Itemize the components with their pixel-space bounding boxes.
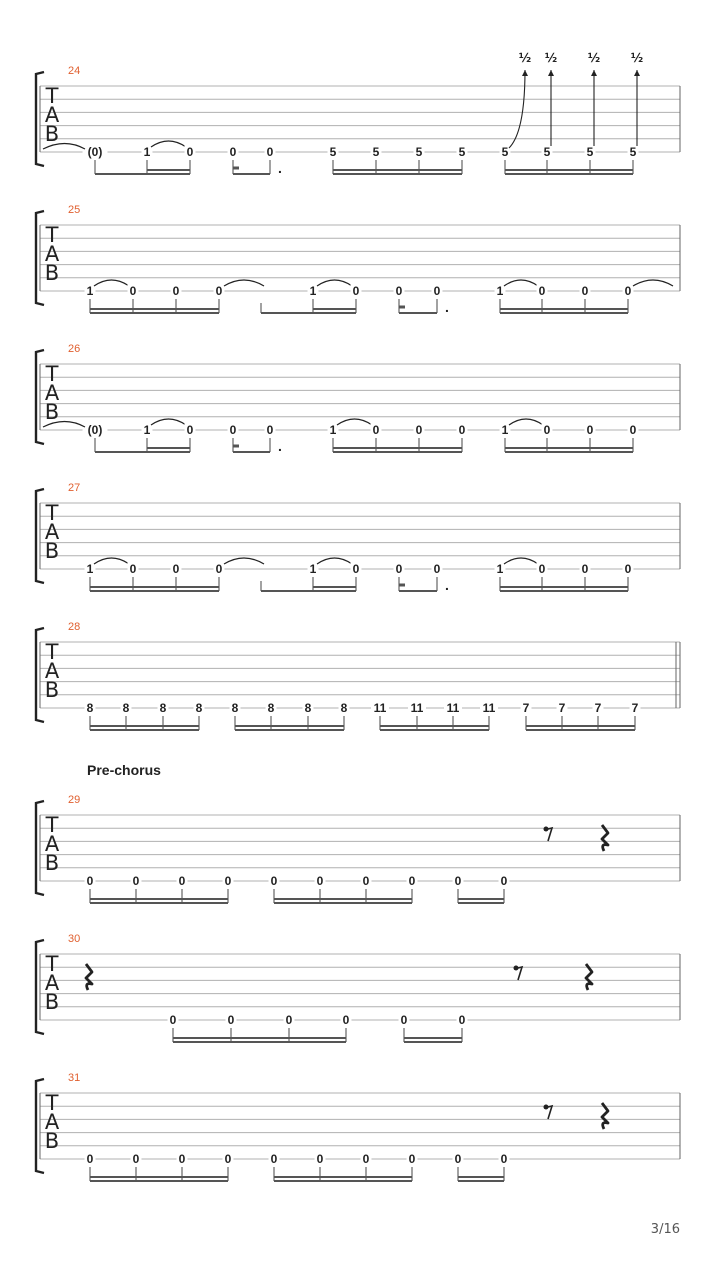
tie-out-arc: [633, 280, 673, 286]
fret-number: 0: [500, 1152, 508, 1166]
fret-number: 0: [186, 423, 194, 437]
fret-number: 0: [266, 145, 274, 159]
tab-system: [36, 933, 680, 1042]
fret-number: 8: [267, 701, 275, 715]
page-number: 3/16: [650, 1222, 680, 1237]
fret-number: 0: [538, 562, 546, 576]
fret-number: 0: [581, 562, 589, 576]
fret-number: 0: [178, 874, 186, 888]
fret-number: 1: [309, 284, 317, 298]
bend-curve: [509, 70, 525, 148]
fret-number: 0: [433, 284, 441, 298]
tie-arc: [504, 280, 538, 286]
fret-number: 1: [501, 423, 509, 437]
tie-arc: [317, 280, 352, 286]
fret-number: 0: [224, 1152, 232, 1166]
tab-system: [36, 204, 680, 315]
tie-arc: [504, 558, 538, 564]
tab-system: [36, 794, 680, 903]
fret-number: (0): [87, 145, 103, 159]
fret-number: 0: [586, 423, 594, 437]
fret-number: 0: [433, 562, 441, 576]
fret-number: 0: [458, 1013, 466, 1027]
tab-clef-letter: A: [44, 520, 60, 544]
fret-number: 0: [362, 874, 370, 888]
quarter-rest: [586, 964, 592, 990]
fret-number: 5: [501, 145, 509, 159]
fret-number: 0: [454, 1152, 462, 1166]
tab-system: [36, 343, 680, 454]
measure-number: 31: [68, 1072, 81, 1084]
tab-clef-letter: A: [44, 1110, 60, 1134]
tie-out-arc: [224, 280, 264, 286]
fret-number: 0: [316, 874, 324, 888]
fret-number: 0: [86, 1152, 94, 1166]
tab-clef-letter: B: [44, 261, 60, 285]
tab-clef-letter: B: [44, 678, 60, 702]
tie-arc: [337, 419, 372, 425]
tie-arc: [151, 419, 186, 425]
fret-number: 0: [229, 423, 237, 437]
fret-number: 1: [86, 562, 94, 576]
fret-number: 0: [270, 874, 278, 888]
measure-number: 24: [68, 65, 81, 77]
tab-clef-letter: T: [45, 84, 59, 108]
fret-number: 5: [629, 145, 637, 159]
fret-number: 0: [224, 874, 232, 888]
fret-number: 0: [266, 423, 274, 437]
fret-number: 0: [581, 284, 589, 298]
tie-out-arc: [224, 558, 264, 564]
bend-arrowhead: [522, 70, 528, 76]
fret-number: 11: [446, 701, 460, 715]
tab-clef-letter: B: [44, 1129, 60, 1153]
bend-label: ½: [518, 51, 532, 65]
tab-clef-letter: A: [44, 242, 60, 266]
measure-number: 26: [68, 343, 81, 355]
fret-number: 0: [342, 1013, 350, 1027]
fret-number: 0: [172, 284, 180, 298]
fret-number: 0: [352, 284, 360, 298]
fret-number: 1: [86, 284, 94, 298]
fret-number: 0: [132, 1152, 140, 1166]
tab-clef-letter: T: [45, 362, 59, 386]
fret-number: 0: [400, 1013, 408, 1027]
tab-system: [36, 1072, 680, 1181]
fret-number: (0): [87, 423, 103, 437]
fret-number: 0: [178, 1152, 186, 1166]
dot-mark: .: [278, 438, 282, 454]
fret-number: 5: [458, 145, 466, 159]
measure-number: 27: [68, 482, 81, 494]
fret-number: 11: [410, 701, 424, 715]
fret-number: 0: [362, 1152, 370, 1166]
fret-number: 5: [586, 145, 594, 159]
fret-number: 0: [352, 562, 360, 576]
tab-clef-letter: A: [44, 103, 60, 127]
fret-number: 8: [86, 701, 94, 715]
quarter-rest: [602, 825, 608, 851]
fret-number: 5: [415, 145, 423, 159]
fret-number: 0: [458, 423, 466, 437]
tie-arc: [151, 141, 186, 147]
fret-number: 0: [624, 284, 632, 298]
fret-number: 8: [159, 701, 167, 715]
fret-number: 1: [496, 284, 504, 298]
fret-number: 0: [186, 145, 194, 159]
tab-clef-letter: B: [44, 990, 60, 1014]
fret-number: 1: [309, 562, 317, 576]
dot-mark: .: [445, 299, 449, 315]
tab-clef-letter: T: [45, 1091, 59, 1115]
tie-arc: [509, 419, 543, 425]
fret-number: 0: [500, 874, 508, 888]
fret-number: 8: [195, 701, 203, 715]
dot-mark: .: [445, 577, 449, 593]
fret-number: 1: [496, 562, 504, 576]
fret-number: 0: [227, 1013, 235, 1027]
quarter-rest: [602, 1103, 608, 1129]
tab-clef-letter: A: [44, 381, 60, 405]
fret-number: 1: [143, 145, 151, 159]
fret-number: 7: [558, 701, 566, 715]
fret-number: 5: [372, 145, 380, 159]
section-label: Pre-chorus: [87, 762, 161, 778]
measure-number: 29: [68, 794, 81, 806]
fret-number: 0: [372, 423, 380, 437]
fret-number: 0: [538, 284, 546, 298]
tab-clef-letter: A: [44, 832, 60, 856]
fret-number: 0: [129, 284, 137, 298]
bend-arrowhead: [548, 70, 554, 76]
measure-number: 28: [68, 621, 81, 633]
fret-number: 0: [395, 284, 403, 298]
fret-number: 0: [86, 874, 94, 888]
tab-clef-letter: A: [44, 659, 60, 683]
tab-clef-letter: T: [45, 223, 59, 247]
bend-label: ½: [630, 51, 644, 65]
bend-arrowhead: [634, 70, 640, 76]
tab-system: [36, 621, 680, 730]
tie-arc: [94, 558, 129, 564]
fret-number: 7: [631, 701, 639, 715]
fret-number: 0: [129, 562, 137, 576]
fret-number: 7: [522, 701, 530, 715]
dot-mark: .: [278, 160, 282, 176]
fret-number: 0: [408, 874, 416, 888]
bend-arrowhead: [591, 70, 597, 76]
tab-clef-letter: T: [45, 813, 59, 837]
tab-clef-letter: B: [44, 539, 60, 563]
tab-clef-letter: B: [44, 122, 60, 146]
fret-number: 5: [543, 145, 551, 159]
fret-number: 1: [329, 423, 337, 437]
tab-clef-letter: A: [44, 971, 60, 995]
bend-label: ½: [544, 51, 558, 65]
tie-arc: [317, 558, 352, 564]
fret-number: 8: [122, 701, 130, 715]
fret-number: 0: [316, 1152, 324, 1166]
fret-number: 11: [373, 701, 387, 715]
fret-number: 0: [415, 423, 423, 437]
fret-number: 8: [304, 701, 312, 715]
tab-system: [36, 482, 680, 593]
fret-number: 0: [132, 874, 140, 888]
tab-system: [36, 51, 680, 176]
measure-number: 30: [68, 933, 81, 945]
fret-number: 0: [454, 874, 462, 888]
fret-number: 0: [172, 562, 180, 576]
quarter-rest: [86, 964, 92, 990]
fret-number: 8: [340, 701, 348, 715]
fret-number: 0: [229, 145, 237, 159]
fret-number: 0: [395, 562, 403, 576]
fret-number: 11: [482, 701, 496, 715]
tie-arc: [94, 280, 129, 286]
fret-number: 0: [285, 1013, 293, 1027]
fret-number: 5: [329, 145, 337, 159]
fret-number: 0: [624, 562, 632, 576]
fret-number: 8: [231, 701, 239, 715]
fret-number: 0: [215, 562, 223, 576]
fret-number: 0: [270, 1152, 278, 1166]
fret-number: 0: [629, 423, 637, 437]
fret-number: 0: [543, 423, 551, 437]
tab-clef-letter: T: [45, 952, 59, 976]
fret-number: 7: [594, 701, 602, 715]
tab-clef-letter: T: [45, 501, 59, 525]
fret-number: 0: [408, 1152, 416, 1166]
fret-number: 0: [169, 1013, 177, 1027]
tab-clef-letter: B: [44, 851, 60, 875]
tab-clef-letter: B: [44, 400, 60, 424]
measure-number: 25: [68, 204, 81, 216]
bend-label: ½: [587, 51, 601, 65]
fret-number: 1: [143, 423, 151, 437]
fret-number: 0: [215, 284, 223, 298]
tab-clef-letter: T: [45, 640, 59, 664]
